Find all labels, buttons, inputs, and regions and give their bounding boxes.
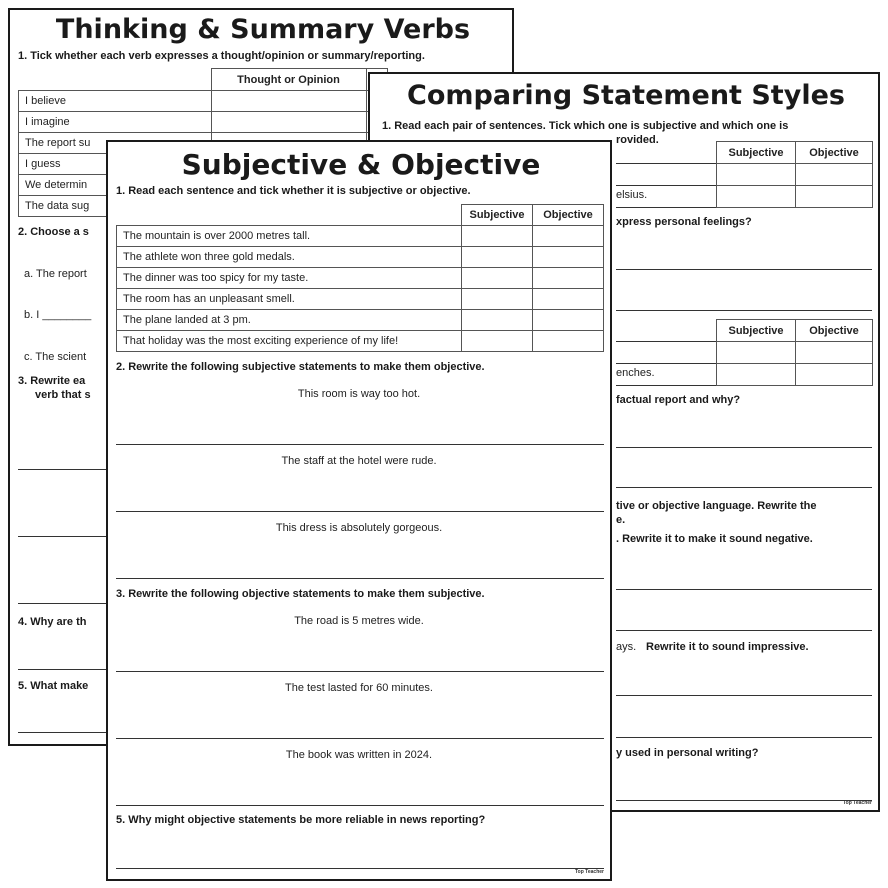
answer-line[interactable] (116, 868, 604, 869)
question-3: 3. Rewrite the following objective statements to make them subjective. (116, 588, 485, 600)
question-5: 5. What make (18, 680, 89, 692)
table-row-sentence: The athlete won three gold medals. (117, 247, 462, 268)
answer-line[interactable] (18, 469, 108, 470)
question-1-cont: rovided. (616, 134, 659, 146)
question-2: 2. Rewrite the following subjective statements to make them objective. (116, 361, 485, 373)
question-fragment: xpress personal feelings? (616, 216, 752, 228)
question-fragment: factual report and why? (616, 394, 741, 406)
table-row-sentence: The mountain is over 2000 metres tall. (117, 226, 462, 247)
table-row-line (616, 385, 716, 386)
tick-box[interactable] (462, 247, 533, 268)
column-header-objective: Objective (533, 205, 604, 226)
answer-line[interactable] (616, 269, 872, 270)
table-row-label: We determin (19, 175, 212, 196)
sentence-fragment: elsius. (616, 189, 648, 201)
answer-line[interactable] (116, 738, 604, 739)
question-1: 1. Read each pair of sentences. Tick which one is subjective and which one is (382, 120, 789, 132)
table-row-label: I believe (19, 91, 212, 112)
table-row-sentence: The plane landed at 3 pm. (117, 310, 462, 331)
answer-line[interactable] (616, 630, 872, 631)
statement: This dress is absolutely gorgeous. (275, 522, 443, 534)
statement: The staff at the hotel were rude. (281, 455, 437, 467)
answer-line[interactable] (116, 444, 604, 445)
answer-line[interactable] (616, 487, 872, 488)
question-fragment: . Rewrite it to make it sound negative. (616, 533, 813, 545)
question-3-cont: verb that s (35, 389, 91, 401)
answer-line[interactable] (616, 800, 872, 801)
column-header-objective: Objective (796, 320, 873, 342)
tick-box[interactable] (462, 310, 533, 331)
question-fragment: Rewrite it to sound impressive. (646, 641, 809, 653)
statement: The road is 5 metres wide. (294, 615, 424, 627)
table-row-sentence: The dinner was too spicy for my taste. (117, 268, 462, 289)
table-row-label: I imagine (19, 112, 212, 133)
tick-box[interactable] (533, 310, 604, 331)
tick-box[interactable] (462, 268, 533, 289)
tick-box[interactable] (462, 289, 533, 310)
table-row-line (616, 207, 716, 208)
worksheet-subjective-objective (106, 140, 612, 881)
sentence-fragment: enches. (616, 367, 655, 379)
table-row-sentence: That holiday was the most exciting experience of my life! (117, 331, 462, 352)
answer-line[interactable] (616, 695, 872, 696)
question-3: 3. Rewrite ea (18, 375, 86, 387)
question-2c: c. The scient (24, 351, 87, 363)
table-row-label: The report su (19, 133, 212, 154)
answer-line[interactable] (616, 737, 872, 738)
tick-box[interactable] (533, 268, 604, 289)
column-header-subjective: Subjective (717, 142, 796, 164)
sentence-fragment: ays. (616, 641, 637, 653)
table-row-sentence: The room has an unpleasant smell. (117, 289, 462, 310)
question-2b: b. I ________ (24, 309, 92, 321)
question-5: 5. Why might objective statements be more reliable in news reporting? (116, 814, 486, 826)
answer-line[interactable] (616, 447, 872, 448)
question-2: 2. Choose a s (18, 226, 89, 238)
column-header-subjective: Subjective (462, 205, 533, 226)
tick-box[interactable] (462, 226, 533, 247)
question-fragment: tive or objective language. Rewrite the (616, 500, 817, 512)
answer-line[interactable] (616, 310, 872, 311)
statement: The book was written in 2024. (285, 749, 433, 761)
tick-box[interactable] (462, 331, 533, 352)
answer-line[interactable] (18, 732, 108, 733)
pair-table-1 (716, 141, 873, 208)
answer-line[interactable] (18, 536, 108, 537)
answer-line[interactable] (18, 669, 108, 670)
answer-line[interactable] (116, 578, 604, 579)
question-fragment: y used in personal writing? (616, 747, 759, 759)
table-row-line (616, 341, 716, 342)
sentence-table (116, 204, 604, 352)
question-fragment: e. (616, 514, 626, 526)
answer-line[interactable] (18, 603, 108, 604)
brand-logo: Top Teacher (843, 800, 872, 806)
question-1: 1. Read each sentence and tick whether it is subjective or objective. (116, 185, 471, 197)
tick-box[interactable] (533, 247, 604, 268)
table-row-label: I guess (19, 154, 212, 175)
tick-box[interactable] (533, 226, 604, 247)
brand-logo: Top Teacher (575, 869, 604, 875)
statement: The test lasted for 60 minutes. (285, 682, 433, 694)
tick-box[interactable] (533, 331, 604, 352)
answer-line[interactable] (116, 671, 604, 672)
table-row-line (616, 185, 716, 186)
tick-box[interactable] (533, 289, 604, 310)
question-4: 4. Why are th (18, 616, 87, 628)
answer-line[interactable] (116, 511, 604, 512)
column-header-objective: Objective (796, 142, 873, 164)
worksheet-title: Subjective & Objective (181, 148, 541, 181)
answer-line[interactable] (616, 589, 872, 590)
table-row-line (616, 363, 716, 364)
statement: This room is way too hot. (297, 388, 421, 400)
question-1: 1. Tick whether each verb expresses a thought/opinion or summary/reporting. (18, 50, 425, 62)
column-header-thought: Thought or Opinion (211, 69, 366, 91)
pair-table-2 (716, 319, 873, 386)
table-row-label: The data sug (19, 196, 212, 217)
table-row-line (616, 163, 716, 164)
worksheet-title: Thinking & Summary Verbs (55, 14, 471, 45)
answer-line[interactable] (116, 805, 604, 806)
question-2a: a. The report (24, 268, 87, 280)
worksheet-title: Comparing Statement Styles (407, 80, 845, 111)
column-header-subjective: Subjective (717, 320, 796, 342)
